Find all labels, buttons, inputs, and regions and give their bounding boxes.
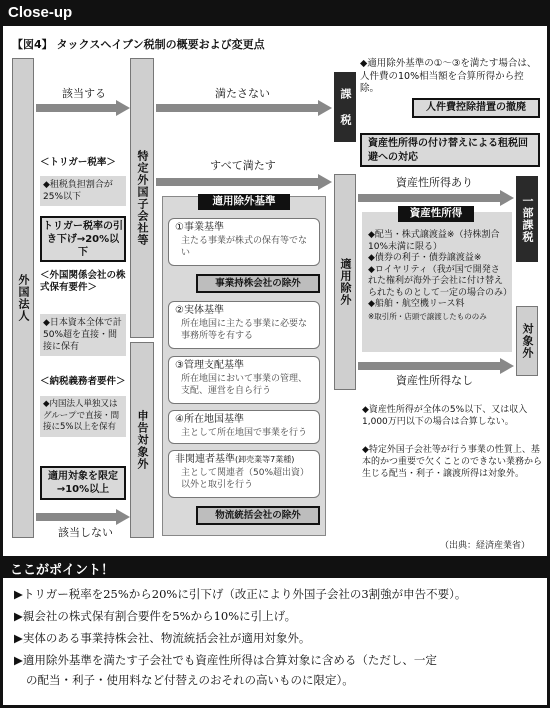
partial-tax-label: 一部課税 xyxy=(521,195,534,243)
criterion-2 xyxy=(168,301,320,349)
asset-title-label: 資産性所得 xyxy=(409,207,463,219)
bottom-note-1: ◆資産性所得が全体の5%以下、又は収入1,000万円以下の場合は合算しない。 xyxy=(362,405,528,427)
point-1: ▶トリガー税率を25%から20%に引下げ（改正により外国子会社の3割強が申告不要）。 xyxy=(14,587,467,601)
criterion-2-body: 所在地国に主たる事業に必要な事務所等を有する xyxy=(181,318,308,341)
criterion-4-title: ④所在地国基準 xyxy=(175,414,244,425)
foreign-corp-label: 外国法人 xyxy=(17,274,30,322)
bottom-note-2: ◆特定外国子会社等が行う事業の性質上、基本的かつ重要で欠くことのできない業務から生じる配当・利子・譲渡所得は対象外。 xyxy=(362,445,543,479)
asset-footnote: ※取引所・店頭で譲渡したもののみ xyxy=(368,311,487,321)
exclusion-title-label: 適用除外基準 xyxy=(212,195,276,207)
countermeasure-label: 資産性所得の付け替えによる租税回避への対応 xyxy=(368,138,528,163)
asset-item-3: ◆ロイヤリティ（我が国で開発された権利が海外子会社に付け替えられたものとして一定の場合のみ） xyxy=(368,264,513,298)
notarget-label: 対象外 xyxy=(521,323,534,359)
taxpayer-head: ＜納税義務者要件＞ xyxy=(40,376,126,387)
point-4: ▶適用除外基準を満たす子会社でも資産性所得は合算対象に含める（ただし、一定 xyxy=(14,653,437,667)
criterion-1-title: ①事業基準 xyxy=(175,222,224,233)
holding-exclusion xyxy=(196,274,320,293)
affiliate-head: ＜外国関係会社の株式保有要件＞ xyxy=(40,270,126,293)
not-satisfy-label: 満たさない xyxy=(215,87,270,100)
point-2: ▶親会社の株式保有割合要件を5%から10%に引上げ。 xyxy=(14,609,297,623)
exclusion-bar-label: 適用除外 xyxy=(339,258,352,306)
source-note: （出典：経済産業省） xyxy=(440,541,531,551)
header-title: Close-up xyxy=(8,4,73,21)
point-3: ▶実体のある事業持株会社、物流統括会社が適用対象外。 xyxy=(14,631,311,645)
taxation-note: ◆適用除外基準の①～③を満たす場合は、人件費の10%相当額を合算所得から控除。 xyxy=(360,58,537,94)
asset-no-label: 資産性所得なし xyxy=(396,374,473,387)
criterion-5-body: 主として関連者（50%超出資）以外と取引を行う xyxy=(181,467,310,490)
arrow-not-applies xyxy=(36,509,130,525)
asset-box xyxy=(362,212,512,352)
asset-item-1: ◆配当・株式譲渡益※（持株割合10%未満に限る） xyxy=(368,230,500,252)
not-applies-label: 該当しない xyxy=(58,526,113,539)
taxpayer-item: ◆内国法人単独又はグループで直接・間接に5%以上を保有 xyxy=(40,396,126,437)
abolish-label: 人件費控除措置の撤廃 xyxy=(426,102,526,113)
taxation-label: 課 税 xyxy=(339,88,352,126)
criterion-5 xyxy=(168,450,320,498)
arrow-asset-no xyxy=(358,358,514,374)
criterion-4-body: 主として所在地国で事業を行う xyxy=(181,427,308,438)
criterion-3-title: ③管理支配基準 xyxy=(175,360,244,371)
partial-tax-bar xyxy=(516,176,538,262)
affiliate-item: ◆日本資本全体で計50%超を直接・間接に保有 xyxy=(40,314,126,356)
taxation-bar xyxy=(334,72,356,142)
arrow-not-satisfy xyxy=(156,100,332,116)
asset-item-4: ◆船舶・航空機リース料 xyxy=(368,299,465,309)
logistics-exclusion-label: 物流統括会社の除外 xyxy=(215,510,301,521)
all-satisfy-label: すべて満たす xyxy=(210,159,276,172)
countermeasure-box xyxy=(360,133,540,167)
not-filing-bar xyxy=(130,342,154,538)
trigger-item: ◆租税負担割合が25%以下 xyxy=(40,176,126,206)
foreign-corp-bar xyxy=(12,58,34,538)
criterion-1-body: 主たる事業が株式の保有等でない xyxy=(181,235,308,258)
trigger-head: ＜トリガー税率＞ xyxy=(40,157,116,168)
criterion-5-title: 非関連者基準 xyxy=(175,454,235,465)
notarget-bar xyxy=(516,306,538,376)
figure-title: 【図4】 タックスヘイブン税制の概要および変更点 xyxy=(12,38,265,51)
holding-exclusion-label: 事業持株会社の除外 xyxy=(215,278,301,289)
criterion-3-body: 所在地国において事業の管理、支配、運営を自ら行う xyxy=(181,373,308,396)
arrow-applies xyxy=(36,100,130,116)
asset-item-2: ◆債券の利子・債券譲渡益※ xyxy=(368,253,482,263)
exclusion-bar xyxy=(334,174,356,390)
arrow-asset-yes xyxy=(358,190,514,206)
point-header xyxy=(0,556,550,578)
criterion-1 xyxy=(168,218,320,266)
point-header-label: ここがポイント！ xyxy=(10,563,115,578)
criterion-5-note: (卸売業等7業種) xyxy=(235,455,295,464)
asset-title xyxy=(398,206,474,222)
point-5: の配当・利子・使用料など付替えのおそれの高いものに限定）。 xyxy=(26,673,354,687)
taxpayer-change-label: 適用対象を限定→10%以上 xyxy=(48,471,118,495)
not-filing-label: 申告対象外 xyxy=(136,410,149,470)
trigger-change-label: トリガー税率の引き下げ→20%以下 xyxy=(43,221,123,258)
taxpayer-change xyxy=(40,466,126,500)
header-bar xyxy=(0,0,550,26)
criterion-4 xyxy=(168,410,320,444)
specified-sub-bar xyxy=(130,58,154,338)
exclusion-title xyxy=(198,194,290,210)
asset-yes-label: 資産性所得あり xyxy=(396,176,473,189)
abolish-box xyxy=(412,98,540,118)
arrow-all-satisfy xyxy=(156,174,332,190)
trigger-change xyxy=(40,216,126,262)
logistics-exclusion xyxy=(196,506,320,525)
applies-label: 該当する xyxy=(62,87,106,100)
criterion-3 xyxy=(168,356,320,404)
specified-sub-label: 特定外国子会社等 xyxy=(136,150,149,246)
criterion-2-title: ②実体基準 xyxy=(175,305,224,316)
